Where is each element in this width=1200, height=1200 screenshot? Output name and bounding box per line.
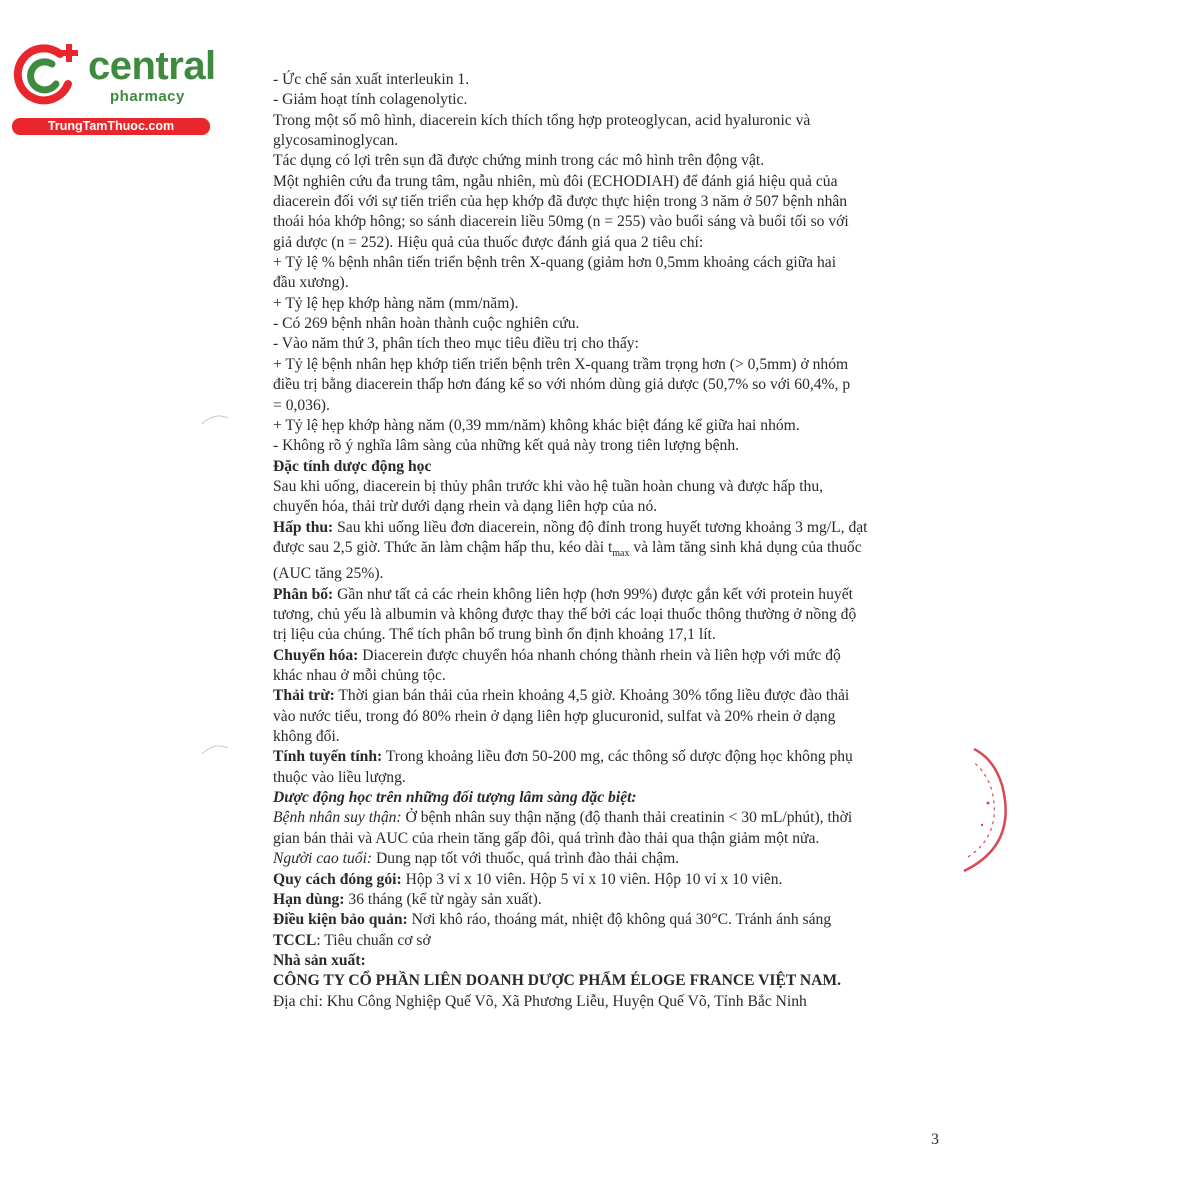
line-head: Nhà sản xuất:: [273, 951, 366, 969]
text-line: [273, 436, 953, 456]
text-line: [273, 334, 953, 354]
line-text: không đổi.: [273, 728, 340, 746]
line-text: Sau khi uống liều đơn diacerein, nồng độ đỉnh trong huyết tương khoảng 3 mg/L, đạt: [333, 518, 868, 536]
text-line: [273, 172, 953, 192]
line-tail: và làm tăng sinh khả dụng của thuốc: [629, 538, 862, 556]
text-line: [273, 416, 953, 436]
line-text: Trong khoảng liều đơn 50-200 mg, các thông số dược động học không phụ: [382, 748, 853, 766]
page-number: 3: [931, 1131, 939, 1148]
line-sub: max: [612, 548, 630, 560]
text-line: [273, 686, 953, 706]
text-line: [273, 931, 953, 951]
text-line: [273, 70, 953, 90]
line-italic: Bệnh nhân suy thận:: [273, 809, 402, 827]
text-line: [273, 870, 953, 890]
text-line: [273, 768, 953, 788]
line-text: glycosaminoglycan.: [273, 132, 399, 150]
line-text: Hộp 3 vỉ x 10 viên. Hộp 5 vỉ x 10 viên. Hộp 10 vỉ x 10 viên.: [401, 870, 783, 888]
line-text: + Tỷ lệ hẹp khớp hàng năm (mm/năm).: [273, 294, 519, 312]
text-line: [273, 727, 953, 747]
text-line: [273, 355, 953, 375]
central-logo-icon: [12, 40, 82, 106]
text-line: [273, 273, 953, 293]
text-line: [273, 707, 953, 727]
text-line: [273, 666, 953, 686]
line-text: Gần như tất cả các rhein không liên hợp (hơn 99%) được gắn kết với protein huyết: [333, 585, 853, 603]
margin-mark: [200, 412, 230, 426]
line-text: Sau khi uống, diacerein bị thủy phân trước khi vào hệ tuần hoàn chung và được hấp thu,: [273, 477, 824, 495]
text-line: [273, 808, 953, 828]
line-text: + Tỷ lệ bệnh nhân hẹp khớp tiến triển bệnh trên X-quang trầm trọng hơn (> 0,5mm) ở nhóm: [273, 355, 849, 373]
line-text: 36 tháng (kể từ ngày sản xuất).: [344, 890, 542, 908]
line-text: + Tỷ lệ % bệnh nhân tiến triển bệnh trên X-quang (giảm hơn 0,5mm khoảng cách giữa hai: [273, 254, 837, 272]
line-text: Diacerein được chuyển hóa nhanh chóng thành rhein và liên hợp với mức độ: [358, 646, 841, 664]
text-line: [273, 375, 953, 395]
red-stamp-partial: [958, 745, 1018, 875]
line-text: - Không rõ ý nghĩa lâm sàng của những kết quả này trong tiên lượng bệnh.: [273, 437, 740, 455]
text-line: [273, 971, 953, 991]
logo-brand-text: central: [88, 44, 216, 88]
line-headItalic: Dược động học trên những đối tượng lâm sàng đặc biệt:: [273, 789, 637, 807]
text-line: [273, 111, 953, 131]
line-text: - Có 269 bệnh nhân hoàn thành cuộc nghiên cứu.: [273, 315, 580, 333]
line-text: Dung nạp tốt với thuốc, quá trình đào thải chậm.: [372, 850, 680, 868]
line-head: Thải trừ:: [273, 687, 335, 705]
line-text: (AUC tăng 25%).: [273, 565, 384, 583]
logo-url-badge: TrungTamThuoc.com: [12, 118, 210, 135]
line-head: Quy cách đóng gói:: [273, 870, 402, 888]
text-line: [273, 910, 953, 930]
document-body: [273, 70, 953, 1012]
text-line: [273, 151, 953, 171]
line-text: = 0,036).: [273, 396, 330, 414]
line-head: Điều kiện bảo quản:: [273, 911, 408, 929]
text-line: [273, 605, 953, 625]
central-pharmacy-logo: [12, 38, 216, 138]
text-line: [273, 477, 953, 497]
line-text: gian bán thải và AUC của rhein tăng gấp đôi, quá trình đào thải qua thận giảm một nửa.: [273, 829, 820, 847]
line-head: CÔNG TY CỔ PHẦN LIÊN DOANH DƯỢC PHẨM ÉLOGE FRANCE VIỆT NAM.: [273, 972, 842, 990]
text-line: [273, 253, 953, 273]
text-line: [273, 457, 953, 477]
text-line: [273, 212, 953, 232]
line-head: Đặc tính dược động học: [273, 457, 432, 475]
logo-sub-text: pharmacy: [110, 88, 185, 105]
line-text: - Giảm hoạt tính colagenolytic.: [273, 91, 468, 109]
line-text: Ở bệnh nhân suy thận nặng (độ thanh thải creatinin < 30 mL/phút), thời: [401, 809, 853, 827]
text-line: [273, 314, 953, 334]
text-line: [273, 951, 953, 971]
line-text: Địa chỉ: Khu Công Nghiệp Quế Võ, Xã Phương Liễu, Huyện Quế Võ, Tỉnh Bắc Ninh: [273, 992, 807, 1010]
text-line: [273, 585, 953, 605]
text-line: [273, 233, 953, 253]
line-italic: Người cao tuổi:: [273, 850, 373, 868]
line-text: khác nhau ở mỗi chủng tộc.: [273, 667, 446, 685]
line-text: trị liệu của chúng. Thể tích phân bố trung bình ổn định khoảng 17,1 lít.: [273, 626, 716, 644]
text-line: [273, 829, 953, 849]
line-head: Tính tuyến tính:: [273, 748, 383, 766]
line-head: TCCL: [273, 931, 317, 949]
text-line: [273, 192, 953, 212]
margin-mark: [200, 742, 230, 756]
line-text: tương, chủ yếu là albumin và không được thay thế bởi các loại thuốc thông thường ở nồng độ: [273, 606, 857, 624]
text-line: [273, 992, 953, 1012]
line-text: + Tỷ lệ hẹp khớp hàng năm (0,39 mm/năm) không khác biệt đáng kể giữa hai nhóm.: [273, 416, 800, 434]
line-text: Một nghiên cứu đa trung tâm, ngẫu nhiên, mù đôi (ECHODIAH) để đánh giá hiệu quả của: [273, 172, 838, 190]
line-text: Tác dụng có lợi trên sụn đã được chứng minh trong các mô hình trên động vật.: [273, 152, 765, 170]
text-line: [273, 90, 953, 110]
line-text: chuyển hóa, thải trừ dưới dạng rhein và dạng liên hợp của nó.: [273, 498, 658, 516]
line-text: thuộc vào liều lượng.: [273, 768, 406, 786]
line-head: Hấp thu:: [273, 518, 334, 536]
text-line: [273, 564, 953, 584]
line-text: Nơi khô ráo, thoáng mát, nhiệt độ không quá 30°C. Tránh ánh sáng: [407, 911, 832, 929]
line-text: - Vào năm thứ 3, phân tích theo mục tiêu điều trị cho thấy:: [273, 335, 639, 353]
text-line: [273, 646, 953, 666]
line-text: Thời gian bán thải của rhein khoảng 4,5 giờ. Khoảng 30% tổng liều được đào thải: [334, 687, 850, 705]
line-text: giả dược (n = 252). Hiệu quả của thuốc được đánh giá qua 2 tiêu chí:: [273, 233, 704, 251]
text-line: [273, 294, 953, 314]
text-line: [273, 890, 953, 910]
text-line: [273, 131, 953, 151]
text-line: [273, 518, 953, 538]
text-line: [273, 497, 953, 517]
text-line: [273, 849, 953, 869]
line-text: vào nước tiểu, trong đó 80% rhein ở dạng liên hợp glucuronid, sulfat và 20% rhein ở dạng: [273, 707, 836, 725]
line-text: Trong một số mô hình, diacerein kích thích tổng hợp proteoglycan, acid hyaluronic và: [273, 111, 811, 129]
text-line: [273, 396, 953, 416]
line-text: đầu xương).: [273, 274, 349, 292]
line-text: - Ức chế sản xuất interleukin 1.: [273, 71, 470, 88]
line-text: được sau 2,5 giờ. Thức ăn làm chậm hấp thu, kéo dài t: [273, 538, 613, 556]
line-head: Chuyển hóa:: [273, 646, 359, 664]
line-text: : Tiêu chuẩn cơ sở: [316, 931, 431, 949]
text-line: [273, 747, 953, 767]
line-head: Phân bố:: [273, 585, 334, 603]
text-line: [273, 538, 953, 564]
line-head: Hạn dùng:: [273, 890, 345, 908]
line-text: diacerein đối với sự tiến triển của hẹp khớp đã được thực hiện trong 3 năm ở 507 bệnh nhân: [273, 193, 848, 211]
line-text: điều trị bằng diacerein thấp hơn đáng kể so với nhóm dùng giả dược (50,7% so với 60,4%, p: [273, 376, 851, 394]
text-line: [273, 625, 953, 645]
line-text: thoái hóa khớp hông; so sánh diacerein liều 50mg (n = 255) vào buổi sáng và buổi tối so với: [273, 213, 849, 231]
text-line: [273, 788, 953, 808]
